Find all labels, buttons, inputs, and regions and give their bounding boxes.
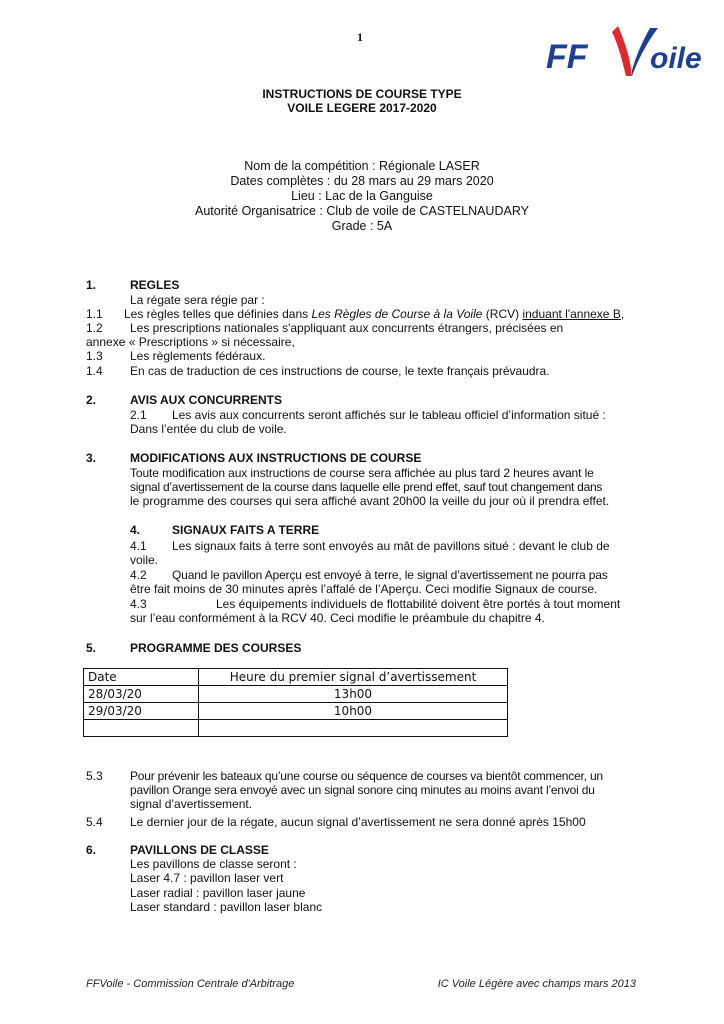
- item-4-3-number: 4.3: [130, 597, 147, 611]
- item-4-1-line1: Les signaux faits à terre sont envoyés au mât de pavillons situé : devant le club de: [172, 539, 610, 553]
- table-header-row: [84, 669, 508, 686]
- item-1-1-text: [124, 307, 624, 322]
- ffvoile-logo: [546, 20, 701, 84]
- footer-right: IC Voile Légère avec champs mars 2013: [437, 978, 636, 990]
- item-5-3-line1: Pour prévenir les bateaux qu’une course ou séquence de courses va bientôt commencer, un: [130, 769, 603, 783]
- item-4-2-line1: Quand le pavillon Aperçu est envoyé à terre, le signal d’avertissement ne pourra pas: [172, 568, 608, 582]
- section-3-line1: Toute modification aux instructions de course sera affichée au plus tard 2 heures avant le: [130, 466, 594, 480]
- info-dates: Dates complètes : du 28 mars au 29 mars 2020: [230, 174, 494, 188]
- table-row: [84, 686, 508, 703]
- item-5-3-number: 5.3: [86, 769, 103, 783]
- section-5-number: 5.: [86, 641, 97, 655]
- info-lieu: Lieu : Lac de la Ganguise: [291, 189, 433, 203]
- item-1-1-part-a: Les règles telles que définies dans: [124, 307, 312, 321]
- item-2-1-number: 2.1: [130, 408, 147, 422]
- table-row: [84, 720, 508, 737]
- table-cell-time: [199, 720, 508, 737]
- section-4-title: SIGNAUX FAITS A TERRE: [172, 523, 320, 537]
- item-2-1-line1: Les avis aux concurrents seront affichés sur le tableau officiel d’information situé :: [172, 408, 606, 422]
- section-6-intro: Les pavillons de classe seront :: [130, 857, 297, 871]
- doc-title-line2: VOILE LEGERE 2017-2020: [287, 101, 437, 115]
- item-1-2-line2: annexe « Prescriptions » si nécessaire,: [86, 335, 295, 349]
- info-grade: Grade : 5A: [331, 219, 393, 233]
- item-4-2-line2: être fait moins de 30 minutes après l’affalé de l’Aperçu. Ceci modifie Signaux de course.: [130, 582, 598, 596]
- footer-left: FFVoile - Commission Centrale d'Arbitrage: [86, 978, 295, 990]
- section-1-title: REGLES: [130, 278, 180, 292]
- svg-text:FF: FF: [546, 38, 588, 76]
- section-6-line1: Laser 4.7 : pavillon laser vert: [130, 871, 284, 885]
- page-number: 1: [357, 30, 363, 44]
- item-2-1-line2: Dans l’entée du club de voile.: [130, 422, 287, 436]
- table-header-time: Heure du premier signal d’avertissement: [199, 669, 508, 686]
- item-4-1-number: 4.1: [130, 539, 147, 553]
- item-1-2-line1: Les prescriptions nationales s'appliquant aux concurrents étrangers, précisées en: [130, 321, 564, 335]
- item-1-1-rcv-title: Les Règles de Course à la Voile: [311, 307, 483, 321]
- section-6-line3: Laser standard : pavillon laser blanc: [130, 900, 323, 914]
- item-1-1-number: 1.1: [86, 307, 103, 321]
- section-3-title: MODIFICATIONS AUX INSTRUCTIONS DE COURSE: [130, 451, 422, 465]
- item-1-1-part-e: ,: [620, 307, 625, 321]
- table-cell-date: [84, 720, 199, 737]
- table-row: [84, 703, 508, 720]
- section-3-line3: le programme des courses qui sera affiché avant 20h00 la veille du jour où il prendra effet.: [130, 494, 610, 508]
- section-5-title: PROGRAMME DES COURSES: [130, 641, 302, 655]
- section-6-title: PAVILLONS DE CLASSE: [130, 843, 269, 857]
- section-2-number: 2.: [86, 393, 97, 407]
- item-5-3-line3: signal d’avertissement.: [130, 797, 253, 811]
- item-1-3-number: 1.3: [86, 349, 103, 363]
- info-competition: Nom de la compétition : Régionale LASER: [244, 159, 480, 173]
- table-cell-date: 29/03/20: [84, 703, 199, 720]
- table-cell-time: 10h00: [199, 703, 508, 720]
- table-cell-time: 13h00: [199, 686, 508, 703]
- table-header-date: Date: [84, 669, 199, 686]
- item-1-4-number: 1.4: [86, 364, 103, 378]
- section-1-number: 1.: [86, 278, 97, 292]
- section-3-number: 3.: [86, 451, 97, 465]
- section-6-number: 6.: [86, 843, 97, 857]
- info-autorite: Autorité Organisatrice : Club de voile de CASTELNAUDARY: [195, 204, 529, 218]
- item-4-3-line2: sur l’eau conformément à la RCV 40. Ceci modifie le préambule du chapitre 4.: [130, 611, 545, 625]
- table-cell-date: 28/03/20: [84, 686, 199, 703]
- item-4-2-number: 4.2: [130, 568, 147, 582]
- item-1-3-text: Les règlements fédéraux.: [130, 349, 266, 363]
- item-5-4-text: Le dernier jour de la régate, aucun signal d’avertissement ne sera donné après 15h00: [130, 815, 586, 829]
- section-6-line2: Laser radial : pavillon laser jaune: [130, 886, 306, 900]
- doc-title-line1: INSTRUCTIONS DE COURSE TYPE: [262, 87, 462, 101]
- section-4-number: 4.: [130, 523, 141, 537]
- item-1-1-part-c: (RCV): [482, 307, 523, 321]
- section-2-title: AVIS AUX CONCURRENTS: [130, 393, 283, 407]
- section-3-line2: signal d’avertissement de la course dans laquelle elle prend effet, sauf tout changement dans: [130, 480, 603, 494]
- item-5-4-number: 5.4: [86, 815, 103, 829]
- item-1-1-annex-b: induant l'annexe B: [522, 307, 621, 321]
- section-1-intro: La régate sera régie par :: [130, 293, 265, 307]
- schedule-table: [83, 668, 508, 737]
- item-1-2-number: 1.2: [86, 321, 103, 335]
- item-5-3-line2: pavillon Orange sera envoyé avec un signal sonore cinq minutes au moins avant l’envoi du: [130, 783, 595, 797]
- item-4-3-line1: Les équipements individuels de flottabilité doivent être portés à tout moment: [216, 597, 621, 611]
- svg-text:oile: oile: [650, 42, 701, 75]
- item-1-4-text: En cas de traduction de ces instructions de course, le texte français prévaudra.: [130, 364, 550, 378]
- item-4-1-line2: voile.: [130, 553, 159, 567]
